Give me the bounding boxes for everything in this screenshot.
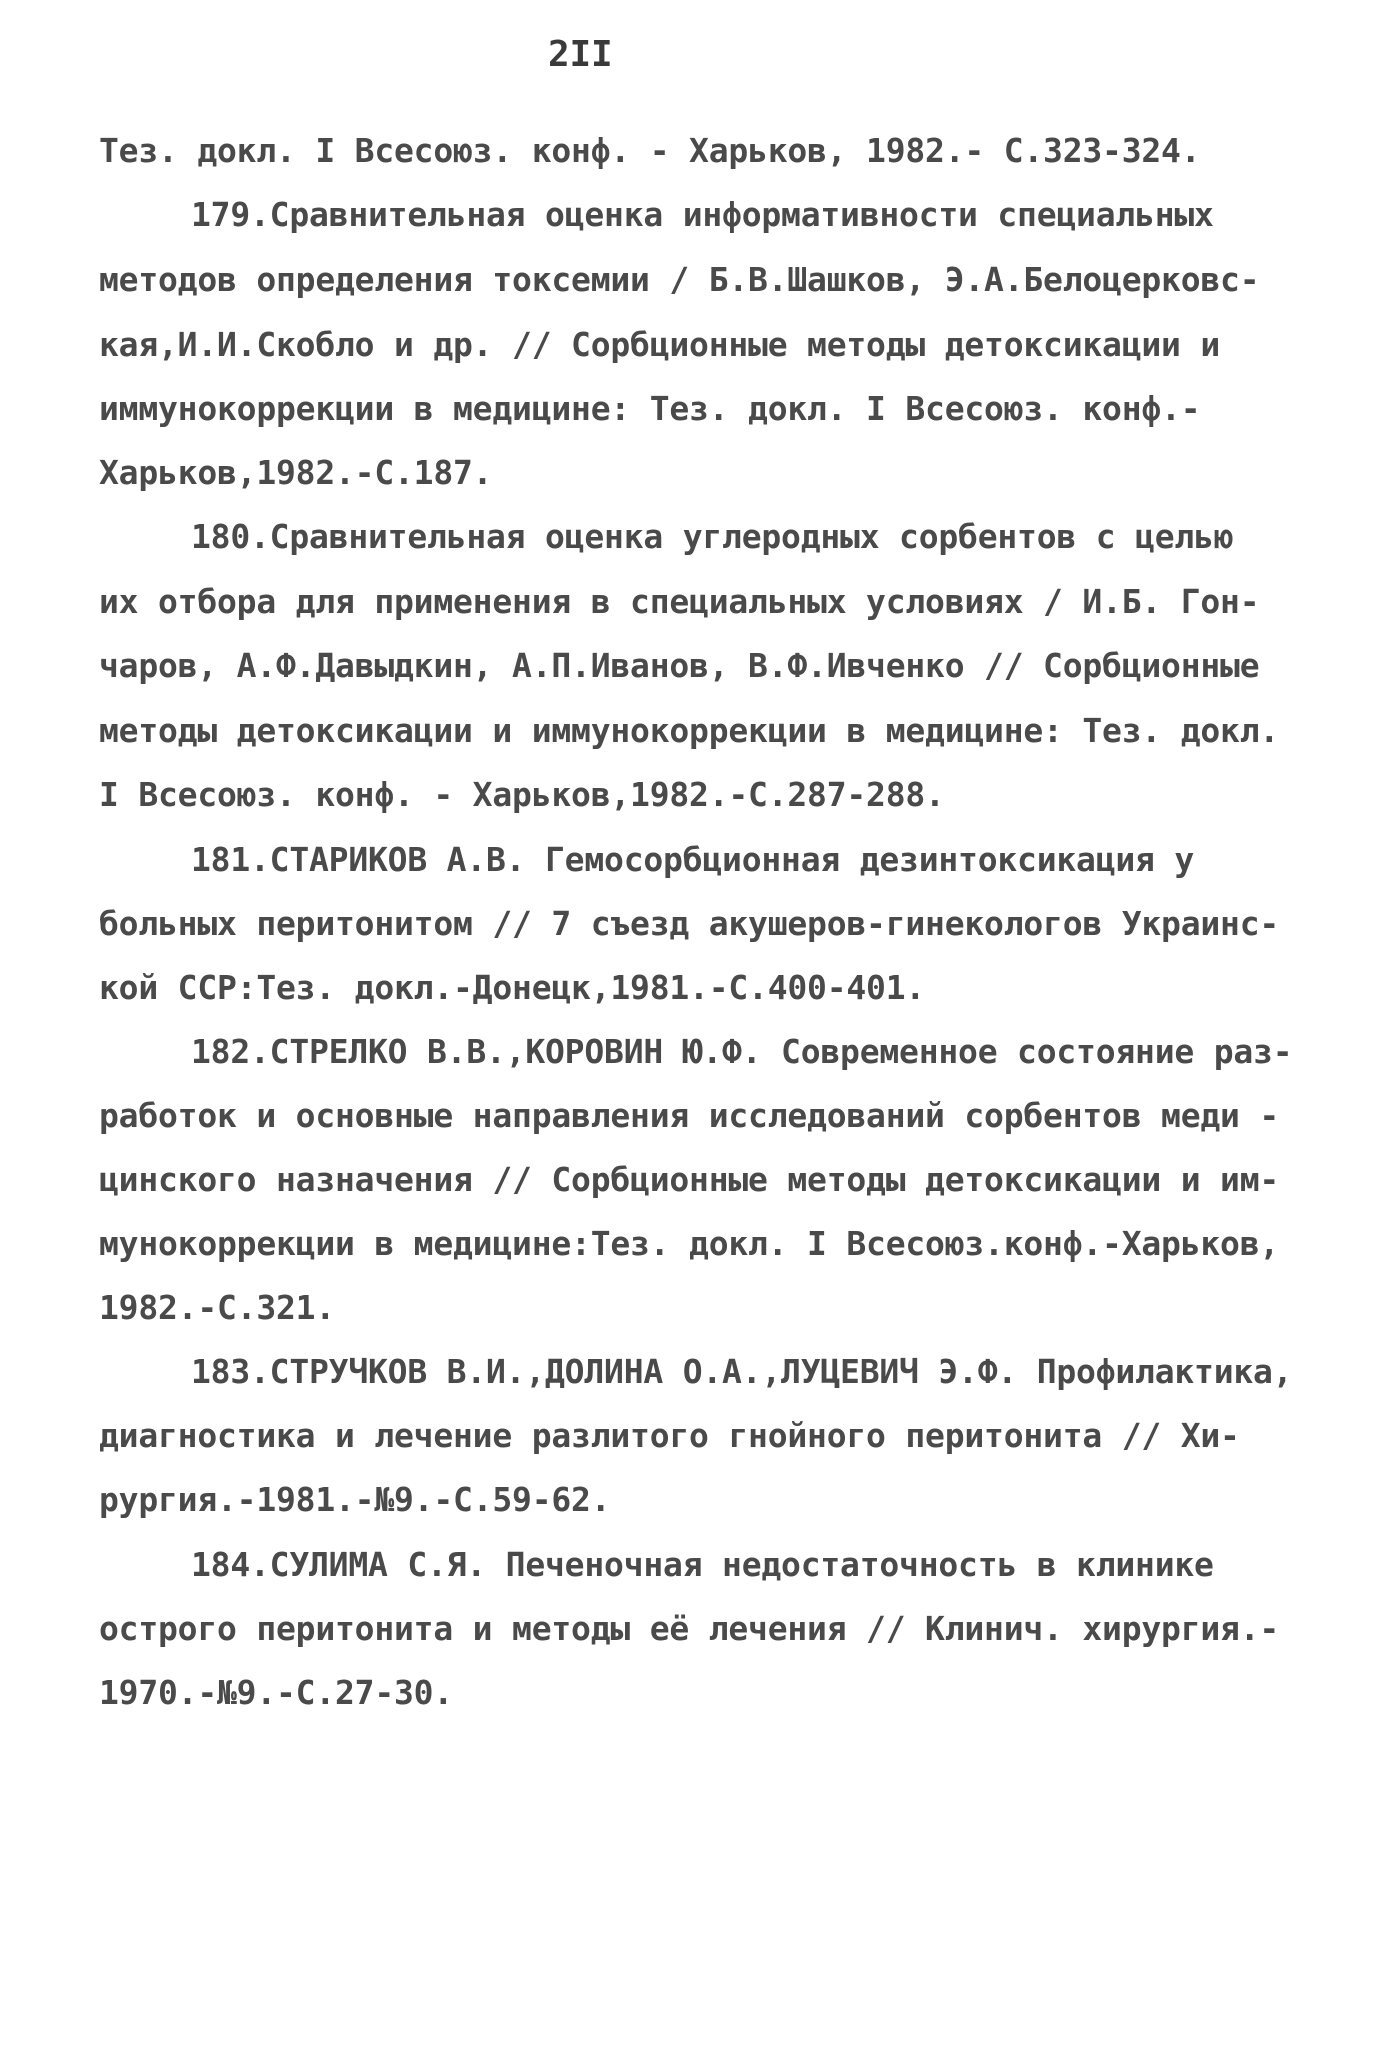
text-line: 1982.-С.321. <box>99 1288 336 1327</box>
text-line: чаров, А.Ф.Давыдкин, А.П.Иванов, В.Ф.Ивченко // Сорбционные <box>99 646 1260 685</box>
text-line: методы детоксикации и иммунокоррекции в медицине: Тез. докл. <box>99 711 1280 750</box>
text-line: 1970.-№9.-С.27-30. <box>99 1673 454 1712</box>
text-line: кая,И.И.Скобло и др. // Сорбционные методы детоксикации и <box>99 325 1221 364</box>
text-line: цинского назначения // Сорбционные методы детоксикации и им- <box>99 1160 1280 1199</box>
page-number: 2II <box>548 34 613 75</box>
text-line: 183.СТРУЧКОВ В.И.,ДОЛИНА О.А.,ЛУЦЕВИЧ Э.Ф. Профилактика, <box>191 1352 1293 1391</box>
text-line: I Всесоюз. конф. - Харьков,1982.-С.287-288. <box>99 775 945 814</box>
text-line: 180.Сравнительная оценка углеродных сорбентов с целью <box>191 517 1234 556</box>
text-line: Харьков,1982.-С.187. <box>99 453 493 492</box>
text-line: 181.СТАРИКОВ А.В. Гемосорбционная дезинтоксикация у <box>191 840 1195 879</box>
text-line: больных перитонитом // 7 съезд акушеров-гинекологов Украинс- <box>99 904 1280 943</box>
text-line: мунокоррекции в медицине:Тез. докл. I Всесоюз.конф.-Харьков, <box>99 1224 1280 1263</box>
text-line: 184.СУЛИМА С.Я. Печеночная недостаточность в клинике <box>191 1545 1214 1584</box>
text-line: диагностика и лечение разлитого гнойного перитонита // Хи- <box>99 1416 1240 1455</box>
text-line: иммунокоррекции в медицине: Тез. докл. I Всесоюз. конф.- <box>99 389 1201 428</box>
text-line: методов определения токсемии / Б.В.Шашков, Э.А.Белоцерковс- <box>99 260 1260 299</box>
text-line: 182.СТРЕЛКО В.В.,КОРОВИН Ю.Ф. Современное состояние раз- <box>191 1032 1293 1071</box>
text-line: рургия.-1981.-№9.-С.59-62. <box>99 1480 611 1519</box>
text-line: их отбора для применения в специальных условиях / И.Б. Гон- <box>99 582 1260 621</box>
text-line: Тез. докл. I Всесоюз. конф. - Харьков, 1982.- С.323-324. <box>99 131 1201 170</box>
text-line: острого перитонита и методы её лечения // Клинич. хирургия.- <box>99 1609 1280 1648</box>
text-line: кой ССР:Тез. докл.-Донецк,1981.-С.400-401. <box>99 968 926 1007</box>
text-line: 179.Сравнительная оценка информативности специальных <box>191 195 1214 234</box>
text-line: работок и основные направления исследований сорбентов меди - <box>99 1096 1280 1135</box>
